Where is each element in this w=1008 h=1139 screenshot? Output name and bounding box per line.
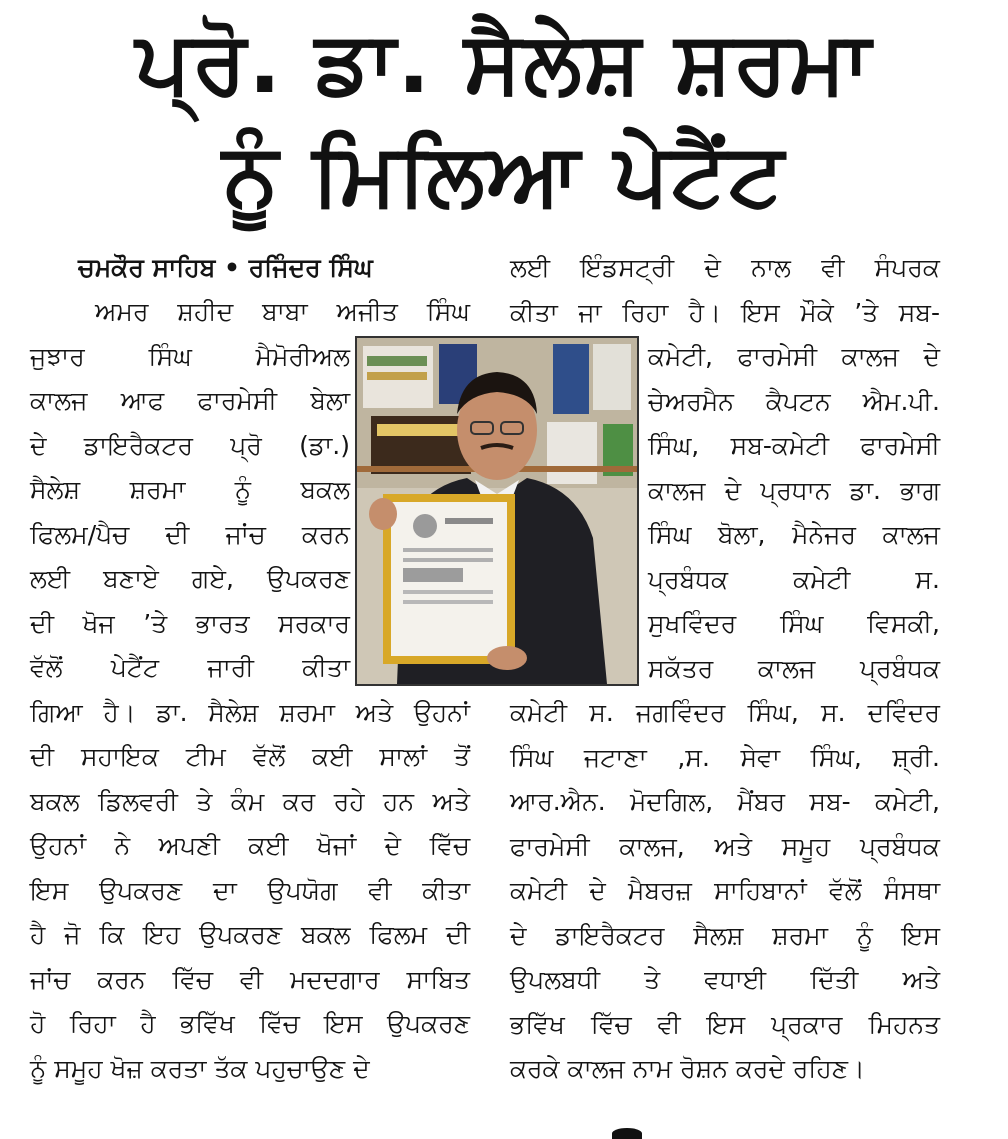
article-line: ਚੇਅਰਮੈਨ ਕੈਪਟਨ ਐਮ.ਪੀ.	[648, 386, 940, 416]
article-line: ਅਮਰ ਸ਼ਹੀਦ ਬਾਬਾ ਅਜੀਤ ਸਿੰਘ	[95, 297, 470, 326]
article-line: ਦੇ ਡਾਇਰੈਕਟਰ ਸੈਲਸ਼ ਸ਼ਰਮਾ ਨੂੰ ਇਸ	[510, 920, 940, 950]
article-line: ਸਿੰਘ, ਸਬ-ਕਮੇਟੀ ਫਾਰਮੇਸੀ	[648, 431, 940, 460]
article-line: ਸਿੰਘ ਜਟਾਣਾ ,ਸ. ਸੇਵਾ ਸਿੰਘ, ਸ਼੍ਰੀ.	[510, 742, 940, 772]
article-line: ਕਾਲਜ ਦੇ ਪ੍ਰਧਾਨ ਡਾ. ਭਾਗ	[648, 475, 940, 505]
article-line: ਸੁਖਵਿੰਦਰ ਸਿੰਘ ਵਿਸਕੀ,	[648, 609, 940, 638]
article-line: ਗਿਆ ਹੈ। ਡਾ. ਸੈਲੇਸ਼ ਸ਼ਰਮਾ ਅਤੇ ਉਹਨਾਂ	[30, 697, 470, 727]
article-photo	[355, 336, 639, 686]
article-line: ਫਾਰਮੇਸੀ ਕਾਲਜ, ਅਤੇ ਸਮੂਹ ਪ੍ਰਬੰਧਕ	[510, 831, 940, 861]
article-line: ਆਰ.ਐਨ. ਮੋਦਗਿਲ, ਮੈਂਬਰ ਸਬ- ਕਮੇਟੀ,	[510, 787, 940, 816]
bottom-ink-mark	[612, 1128, 642, 1139]
article-line: ਹੋ ਰਿਹਾ ਹੈ ਭਵਿੱਖ ਵਿੱਚ ਇਸ ਉਪਕਰਣ	[30, 1009, 470, 1038]
article-line: ਉਪਲਬਧੀ ਤੇ ਵਧਾਈ ਦਿੱਤੀ ਅਤੇ	[510, 965, 940, 994]
article-line: ਬਕਲ ਡਿਲਵਰੀ ਤੇ ਕੰਮ ਕਰ ਰਹੇ ਹਨ ਅਤੇ	[30, 786, 470, 816]
article-line: ਫਿਲਮ/ਪੈਚ ਦੀ ਜਾਂਚ ਕਰਨ	[30, 519, 350, 549]
article-line: ਇਸ ਉਪਕਰਣ ਦਾ ਉਪਯੋਗ ਵੀ ਕੀਤਾ	[30, 875, 470, 905]
article-line: ਕਮੇਟੀ ਸ. ਜਗਵਿੰਦਰ ਸਿੰਘ, ਸ. ਦਵਿੰਦਰ	[510, 698, 940, 727]
article-line: ਲਈ ਇੰਡਸਟ੍ਰੀ ਦੇ ਨਾਲ ਵੀ ਸੰਪਰਕ	[510, 253, 940, 282]
byline: ਚਮਕੌਰ ਸਾਹਿਬ • ਰਜਿੰਦਰ ਸਿੰਘ	[78, 253, 373, 282]
article-line: ਜਾਂਚ ਕਰਨ ਵਿੱਚ ਵੀ ਮਦਦਗਾਰ ਸਾਬਿਤ	[30, 964, 470, 994]
article-line: ਸਕੱਤਰ ਕਾਲਜ ਪ੍ਰਬੰਧਕ	[648, 653, 940, 683]
article-line: ਕੀਤਾ ਜਾ ਰਿਹਾ ਹੈ। ਇਸ ਮੌਕੇ ’ਤੇ ਸਬ-	[510, 297, 940, 327]
article-line: ਸਿੰਘ ਬੋਲਾ, ਮੈਨੇਜਰ ਕਾਲਜ	[648, 520, 940, 549]
article-line: ਸੈਲੇਸ਼ ਸ਼ਰਮਾ ਨੂੰ ਬਕਲ	[30, 475, 350, 504]
article-line: ਦੀ ਖੋਜ ’ਤੇ ਭਾਰਤ ਸਰਕਾਰ	[30, 608, 350, 638]
article-line: ਭਵਿੱਖ ਵਿੱਚ ਵੀ ਇਸ ਪ੍ਰਕਾਰ ਮਿਹਨਤ	[510, 1009, 940, 1039]
article-line: ਕਮੇਟੀ ਦੇ ਮੈਬਰਜ਼ ਸਾਹਿਬਾਨਾਂ ਵੱਲੋਂ ਸੰਸਥਾ	[510, 876, 940, 905]
article-line: ਉਹਨਾਂ ਨੇ ਅਪਣੀ ਕਈ ਖੋਜਾਂ ਦੇ ਵਿੱਚ	[30, 831, 470, 860]
article-line: ਪ੍ਰਬੰਧਕ ਕਮੇਟੀ ਸ.	[648, 564, 940, 594]
photo-illustration	[357, 338, 637, 684]
article-line: ਕਮੇਟੀ, ਫਾਰਮੇਸੀ ਕਾਲਜ ਦੇ	[648, 342, 940, 371]
article-line: ਕਾਲਜ ਆਫ ਫਾਰਮੇਸੀ ਬੇਲਾ	[30, 386, 350, 415]
article-line: ਲਈ ਬਣਾਏ ਗਏ, ਉਪਕਰਣ	[30, 564, 350, 593]
article-line: ਦੇ ਡਾਇਰੈਕਟਰ ਪ੍ਰੋ (ਡਾ.)	[30, 430, 350, 460]
article-line: ਦੀ ਸਹਾਇਕ ਟੀਮ ਵੱਲੋਂ ਕਈ ਸਾਲਾਂ ਤੋਂ	[30, 742, 470, 771]
headline-line-1: ਪ੍ਰੋ. ਡਾ. ਸੈਲੇਸ਼ ਸ਼ਰਮਾ	[135, 13, 873, 113]
headline-line-2: ਨੂੰ ਮਿਲਿਆ ਪੇਟੈਂਟ	[222, 125, 786, 225]
article-line: ਨੂੰ ਸਮੂਹ ਖੋਜ਼ ਕਰਤਾ ਤੱਕ ਪਹੁਚਾਉਣ ਦੇ	[30, 1053, 370, 1083]
article-line: ਕਰਕੇ ਕਾਲਜ ਨਾਮ ਰੋਸ਼ਨ ਕਰਦੇ ਰਹਿਣ।	[510, 1054, 865, 1083]
article-line: ਹੈ ਜੋ ਕਿ ਇਹ ਉਪਕਰਣ ਬਕਲ ਫਿਲਮ ਦੀ	[30, 920, 470, 949]
article-line: ਵੱਲੋਂ ਪੇਟੈਂਟ ਜਾਰੀ ਕੀਤਾ	[30, 653, 350, 682]
article-line: ਜੁਝਾਰ ਸਿੰਘ ਮੈਮੋਰੀਅਲ	[30, 341, 350, 371]
